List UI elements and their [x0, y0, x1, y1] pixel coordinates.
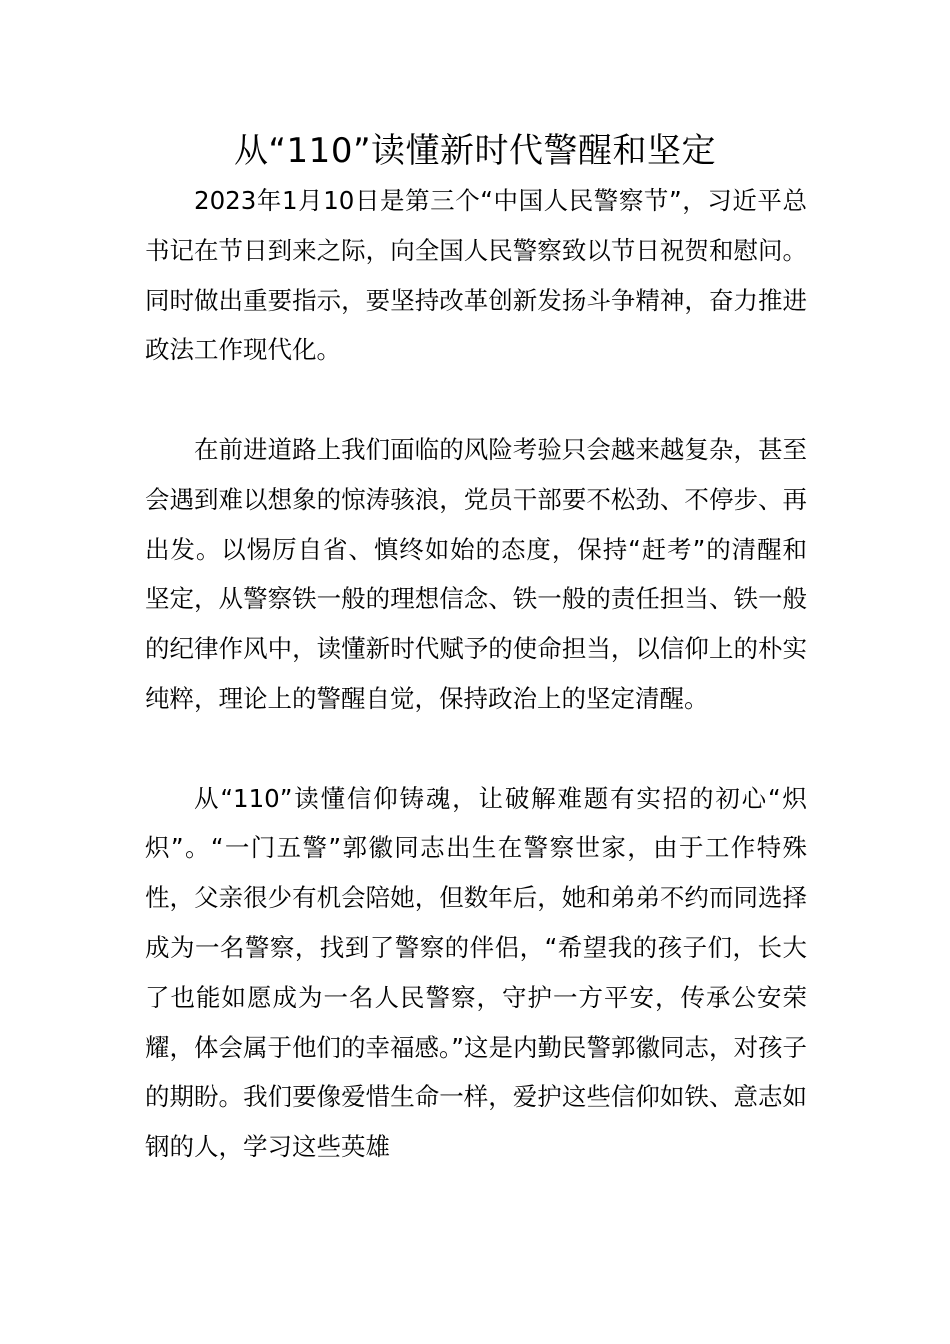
document-body	[145, 176, 807, 1172]
paragraph-3: 从“110”读懂信仰铸魂，让破解难题有实招的初心“炽炽”。“一门五警”郭徽同志出生在警察世家，由于工作特殊性，父亲很少有机会陪她，但数年后，她和弟弟不约而同选择成为一名警察，找到了警察的伴侣，“希望我的孩子们，长大了也能如愿成为一名人民警察，守护一方平安，传承公安荣耀，体会属于他们的幸福感。”这是内勤民警郭徽同志，对孩子的期盼。我们要像爱惜生命一样，爱护这些信仰如铁、意志如钢的人，学习这些英雄	[145, 783, 807, 1162]
paragraph-1: 2023年1月10日是第三个“中国人民警察节”，习近平总书记在节日到来之际，向全国人民警察致以节日祝贺和慰问。同时做出重要指示，要坚持改革创新发扬斗争精神，奋力推进政法工作现代化。	[145, 186, 807, 365]
paragraph-2: 在前进道路上我们面临的风险考验只会越来越复杂，甚至会遇到难以想象的惊涛骇浪，党员干部要不松劲、不停步、再出发。以惕厉自省、慎终如始的态度，保持“赶考”的清醒和坚定，从警察铁一般的理想信念、铁一般的责任担当、铁一般的纪律作风中，读懂新时代赋予的使命担当，以信仰上的朴实纯粹，理论上的警醒自觉，保持政治上的坚定清醒。	[145, 434, 807, 713]
document-title: 从“110”读懂新时代警醒和坚定	[233, 131, 717, 171]
